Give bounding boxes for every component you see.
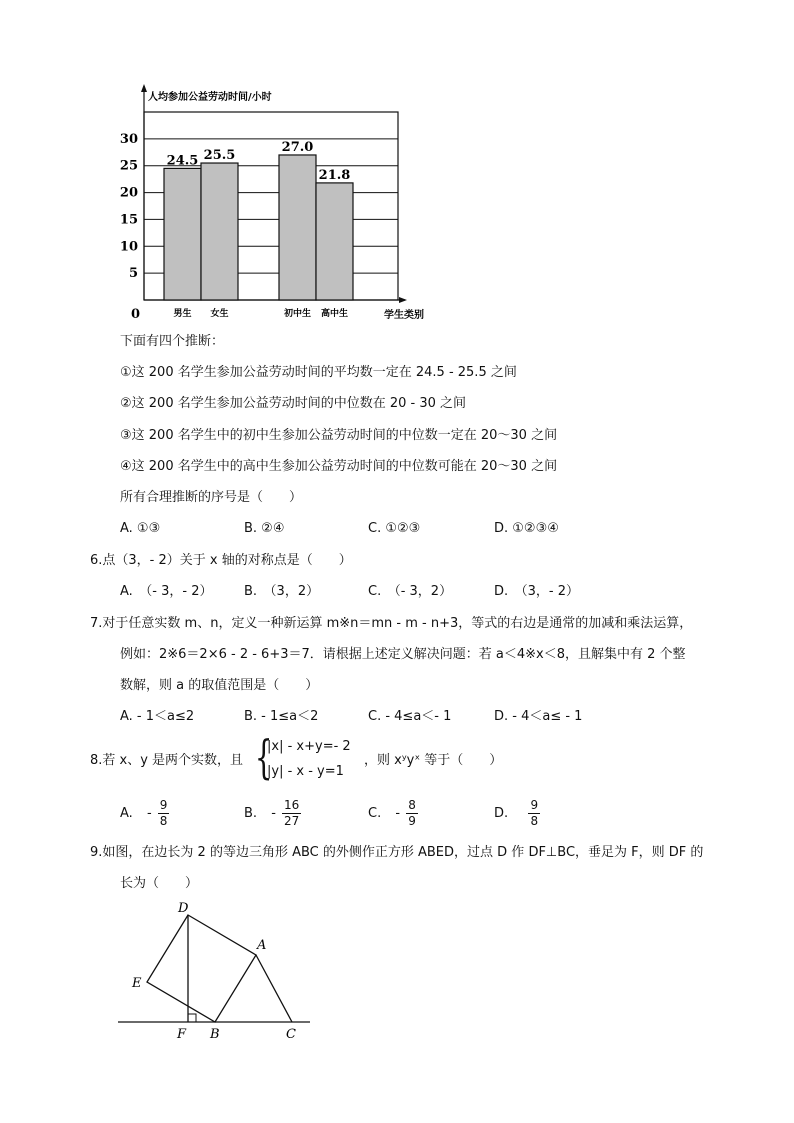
equation-brace: { — [254, 730, 273, 784]
bar-chart — [100, 80, 440, 325]
q8-option-c-numerator: 8 — [408, 798, 416, 812]
label-e: E — [132, 976, 142, 991]
q8-option-d-numerator: 9 — [530, 798, 539, 812]
right-angle-mark — [188, 1014, 196, 1022]
q8-option-b-denominator: 27 — [284, 814, 300, 828]
q5-option-b: B. ②④ — [244, 521, 285, 536]
data-label-4: 21.8 — [318, 167, 351, 183]
question-6: 6.点（3，- 2）关于 x 轴的对称点是（ ） — [90, 553, 352, 568]
q8-option-a-numerator: 9 — [159, 798, 168, 812]
q5-option-c: C. ①②③ — [368, 521, 421, 536]
geometry-svg — [110, 895, 320, 1045]
equation-1: |x| - x+y=- 2 — [267, 739, 351, 754]
y-tick-label: 15 — [119, 212, 138, 228]
question-8-prefix: 8.若 x、y 是两个实数，且 — [90, 753, 244, 768]
x-category-label-4: 高中生 — [320, 309, 349, 319]
q7-option-c: C. - 4≤a＜- 1 — [368, 709, 452, 724]
label-b: B — [210, 1027, 220, 1042]
q8-option-a — [120, 798, 169, 829]
q8-option-b-fraction — [282, 798, 301, 829]
q6-option-b: B. （3，2） — [244, 584, 320, 599]
q8-option-d-label: D. — [494, 806, 509, 821]
bar-3 — [279, 155, 316, 300]
q8-option-c-denominator: 9 — [408, 814, 416, 828]
x-category-label-3: 初中生 — [283, 309, 312, 319]
origin-label: 0 — [130, 307, 140, 322]
side-ac — [256, 955, 292, 1022]
bar-chart-svg — [100, 80, 440, 325]
q8-option-a-fraction — [158, 798, 170, 829]
inference-2: ②这 200 名学生参加公益劳动时间的中位数在 20 - 30 之间 — [120, 396, 467, 411]
inference-3: ③这 200 名学生中的初中生参加公益劳动时间的中位数一定在 20～30 之间 — [120, 428, 558, 443]
geometry-figure — [110, 895, 320, 1045]
bar-2 — [201, 163, 238, 300]
question-8-suffix: ，则 xʸyˣ 等于（ ） — [364, 753, 503, 768]
q5-option-d: D. ①②③④ — [494, 521, 559, 536]
bar-4 — [316, 183, 353, 300]
y-tick-label: 10 — [119, 239, 138, 255]
q8-option-a-label: A. — [120, 806, 133, 821]
question-9-line-1: 9.如图，在边长为 2 的等边三角形 ABC 的外侧作正方形 ABED，过点 D 作 DF⊥BC，垂足为 F，则 DF 的 — [90, 845, 704, 860]
x-axis-arrow — [399, 297, 407, 303]
question-9-line-2: 长为（ ） — [120, 876, 199, 891]
label-c: C — [286, 1027, 296, 1042]
data-label-3: 27.0 — [281, 139, 314, 155]
q8-option-b-sign: - — [271, 806, 276, 821]
y-axis-arrow — [141, 84, 147, 92]
q8-option-c-label: C. — [368, 806, 382, 821]
q7-option-a: A. - 1＜a≤2 — [120, 709, 195, 724]
question-7-line-3: 数解，则 a 的取值范围是（ ） — [120, 678, 319, 693]
q8-option-a-denominator: 8 — [159, 814, 168, 828]
question-7-line-2: 例如：2※6＝2×6 - 2 - 6+3＝7．请根据上述定义解决问题：若 a＜4※x＜8，且解集中有 2 个整 — [120, 647, 686, 662]
q8-option-d-fraction — [528, 798, 540, 829]
data-label-1: 24.5 — [166, 153, 199, 169]
bar-1 — [164, 168, 201, 300]
intro-text: 下面有四个推断： — [120, 334, 225, 349]
q8-option-b-label: B. — [244, 806, 258, 821]
y-tick-label: 25 — [119, 158, 138, 174]
q6-option-c: C. （- 3，2） — [368, 584, 453, 599]
x-axis-title: 学生类别 — [384, 310, 424, 321]
q8-option-d-denominator: 8 — [530, 814, 539, 828]
y-axis-title: 人均参加公益劳动时间/小时 — [148, 92, 272, 103]
q7-option-d: D. - 4＜a≤ - 1 — [494, 709, 583, 724]
q8-option-c-sign: - — [395, 806, 401, 821]
q8-option-a-sign: - — [146, 806, 152, 821]
equation-2: |y| - x - y=1 — [267, 764, 344, 779]
q8-option-b — [244, 798, 301, 829]
inference-4: ④这 200 名学生中的高中生参加公益劳动时间的中位数可能在 20～30 之间 — [120, 459, 558, 474]
y-tick-label: 5 — [128, 266, 138, 282]
q8-option-c — [368, 798, 418, 829]
q8-option-c-fraction — [406, 798, 418, 829]
x-category-label-2: 女生 — [210, 309, 229, 319]
label-f: F — [177, 1027, 187, 1042]
question-5-ask: 所有合理推断的序号是（ ） — [120, 490, 303, 505]
inference-1: ①这 200 名学生参加公益劳动时间的平均数一定在 24.5 - 25.5 之间 — [120, 365, 517, 380]
square-abed — [147, 915, 256, 1022]
q8-option-b-numerator: 16 — [284, 798, 300, 812]
q5-option-a: A. ①③ — [120, 521, 161, 536]
data-label-2: 25.5 — [203, 148, 236, 164]
y-tick-label: 30 — [119, 131, 138, 147]
label-a: A — [257, 938, 267, 953]
q6-option-d: D. （3，- 2） — [494, 584, 580, 599]
q8-option-d — [494, 798, 540, 829]
question-7-line-1: 7.对于任意实数 m、n，定义一种新运算 m※n＝mn - m - n+3，等式的右边是通常的加减和乘法运算， — [90, 616, 693, 631]
x-category-label-1: 男生 — [173, 309, 192, 319]
q7-option-b: B. - 1≤a＜2 — [244, 709, 319, 724]
label-d: D — [178, 901, 189, 916]
y-tick-label: 20 — [119, 185, 138, 201]
q6-option-a: A. （- 3，- 2） — [120, 584, 213, 599]
